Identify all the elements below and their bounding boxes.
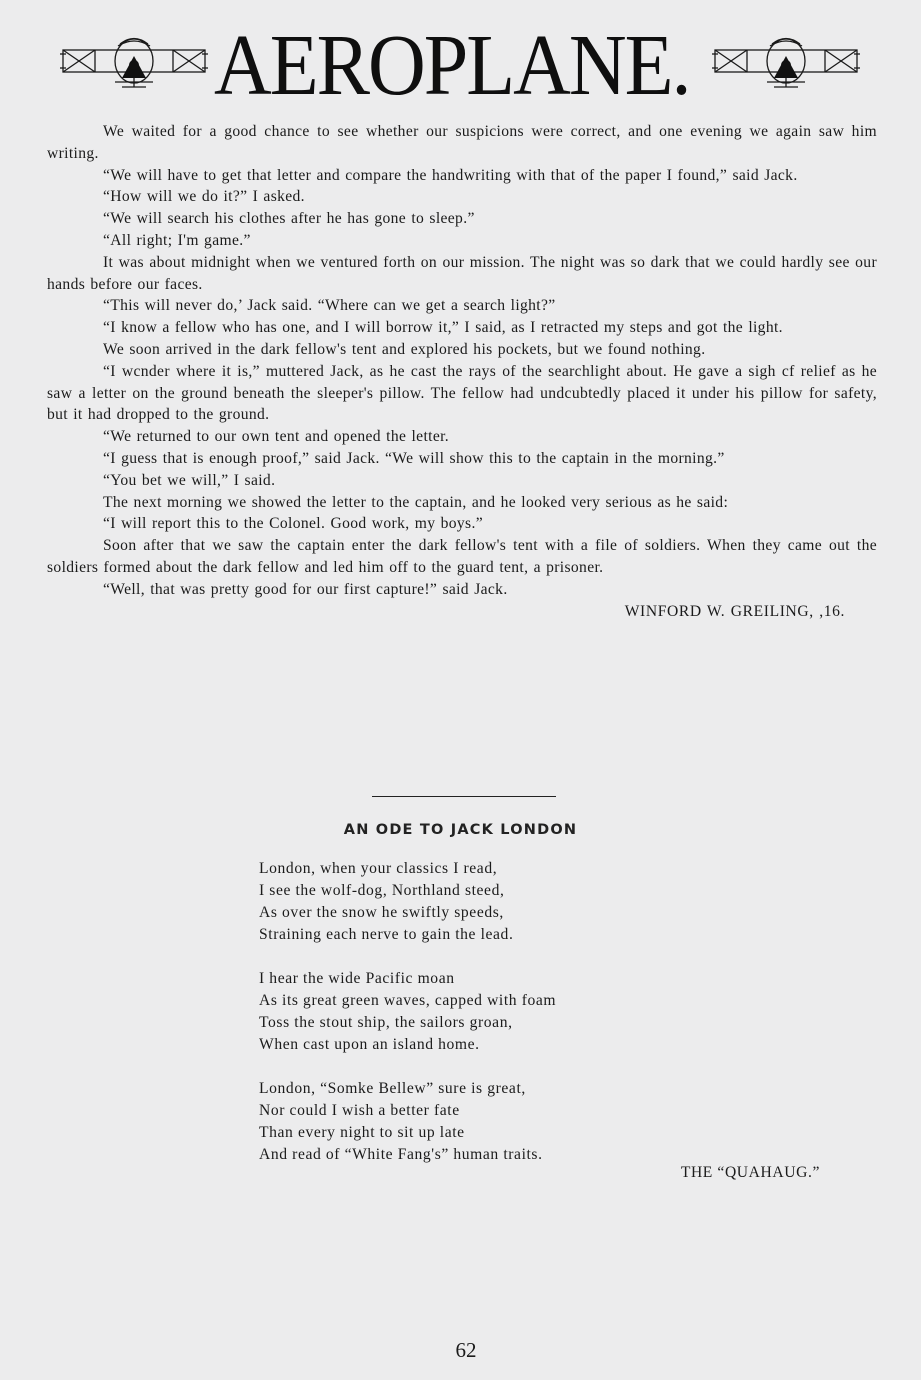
- poem-line: When cast upon an island home.: [259, 1036, 480, 1053]
- poem-line: And read of “White Fang's” human traits.: [259, 1146, 543, 1163]
- story-paragraph: “You bet we will,” I said.: [103, 471, 276, 489]
- poem-line: Straining each nerve to gain the lead.: [259, 926, 514, 943]
- poem-stanza: [259, 858, 859, 946]
- story-paragraph: “We will search his clothes after he has gone to sleep.”: [103, 210, 475, 228]
- story-paragraph: “All right; I'm game.”: [103, 231, 251, 249]
- poem-signature: THE “QUAHAUG.”: [680, 1164, 820, 1181]
- story-paragraph: “I wcnder where it is,” muttered Jack, as he cast the rays of the searchlight about. He gave a sigh cf relief as he saw a letter on the ground beneath the sleeper's pillow. The fellow had undcubtedly placed it under his pillow for safety, but it had dropped to the ground.: [47, 362, 877, 424]
- poem-line: Nor could I wish a better fate: [259, 1102, 460, 1119]
- story-paragraph: “How will we do it?” I asked.: [103, 188, 305, 206]
- poem-line: London, when your classics I read,: [259, 860, 498, 877]
- story-paragraph: “I will report this to the Colonel. Good work, my boys.”: [103, 515, 483, 533]
- poem-title: AN ODE TO JACK LONDON: [343, 822, 578, 838]
- poem-body: [259, 858, 859, 1166]
- story-paragraph: “We returned to our own tent and opened the letter.: [103, 428, 450, 446]
- story-paragraph: Soon after that we saw the captain enter the dark fellow's tent with a file of soldiers. When they came out the soldiers formed about the dark fellow and led him off to the guard tent, a prisoner.: [47, 537, 877, 576]
- story-text: [47, 121, 877, 622]
- poem-line: I hear the wide Pacific moan: [259, 970, 455, 987]
- story-paragraph: “I know a fellow who has one, and I will borrow it,” I said, as I retracted my steps and got the light.: [103, 319, 783, 337]
- masthead-title: AEROPLANE.: [214, 18, 690, 114]
- story-paragraph: We waited for a good chance to see whether our suspicions were correct, and one evening we again saw him writing.: [47, 123, 877, 162]
- poem-stanza: [259, 1078, 859, 1166]
- poem-line: Toss the stout ship, the sailors groan,: [259, 1014, 513, 1031]
- section-divider: [372, 796, 556, 797]
- poem-line: As over the snow he swiftly speeds,: [259, 904, 504, 921]
- story-paragraph: We soon arrived in the dark fellow's tent and explored his pockets, but we found nothing.: [103, 340, 706, 358]
- story-signature: WINFORD W. GREILING, ,16.: [624, 602, 845, 620]
- poem-stanza: [259, 968, 859, 1056]
- masthead: [0, 18, 921, 114]
- biplane-icon: [60, 34, 208, 94]
- poem-line: I see the wolf-dog, Northland steed,: [259, 882, 505, 899]
- story-paragraph: The next morning we showed the letter to the captain, and he looked very serious as he said:: [103, 493, 729, 511]
- story-paragraph: “I guess that is enough proof,” said Jack. “We will show this to the captain in the morning.”: [103, 449, 725, 467]
- page-number: 62: [455, 1338, 477, 1362]
- story-paragraph: “We will have to get that letter and compare the handwriting with that of the paper I found,” said Jack.: [103, 166, 798, 184]
- biplane-icon: [712, 34, 860, 94]
- story-paragraph: “Well, that was pretty good for our first capture!” said Jack.: [103, 580, 508, 598]
- story-paragraph: “This will never do,’ Jack said. “Where can we get a search light?”: [103, 297, 556, 315]
- poem-line: London, “Somke Bellew” sure is great,: [259, 1080, 526, 1097]
- poem-line: Than every night to sit up late: [259, 1124, 465, 1141]
- story-paragraph: It was about midnight when we ventured forth on our mission. The night was so dark that we could hardly see our hands before our faces.: [47, 253, 877, 293]
- poem-line: As its great green waves, capped with foam: [259, 992, 557, 1009]
